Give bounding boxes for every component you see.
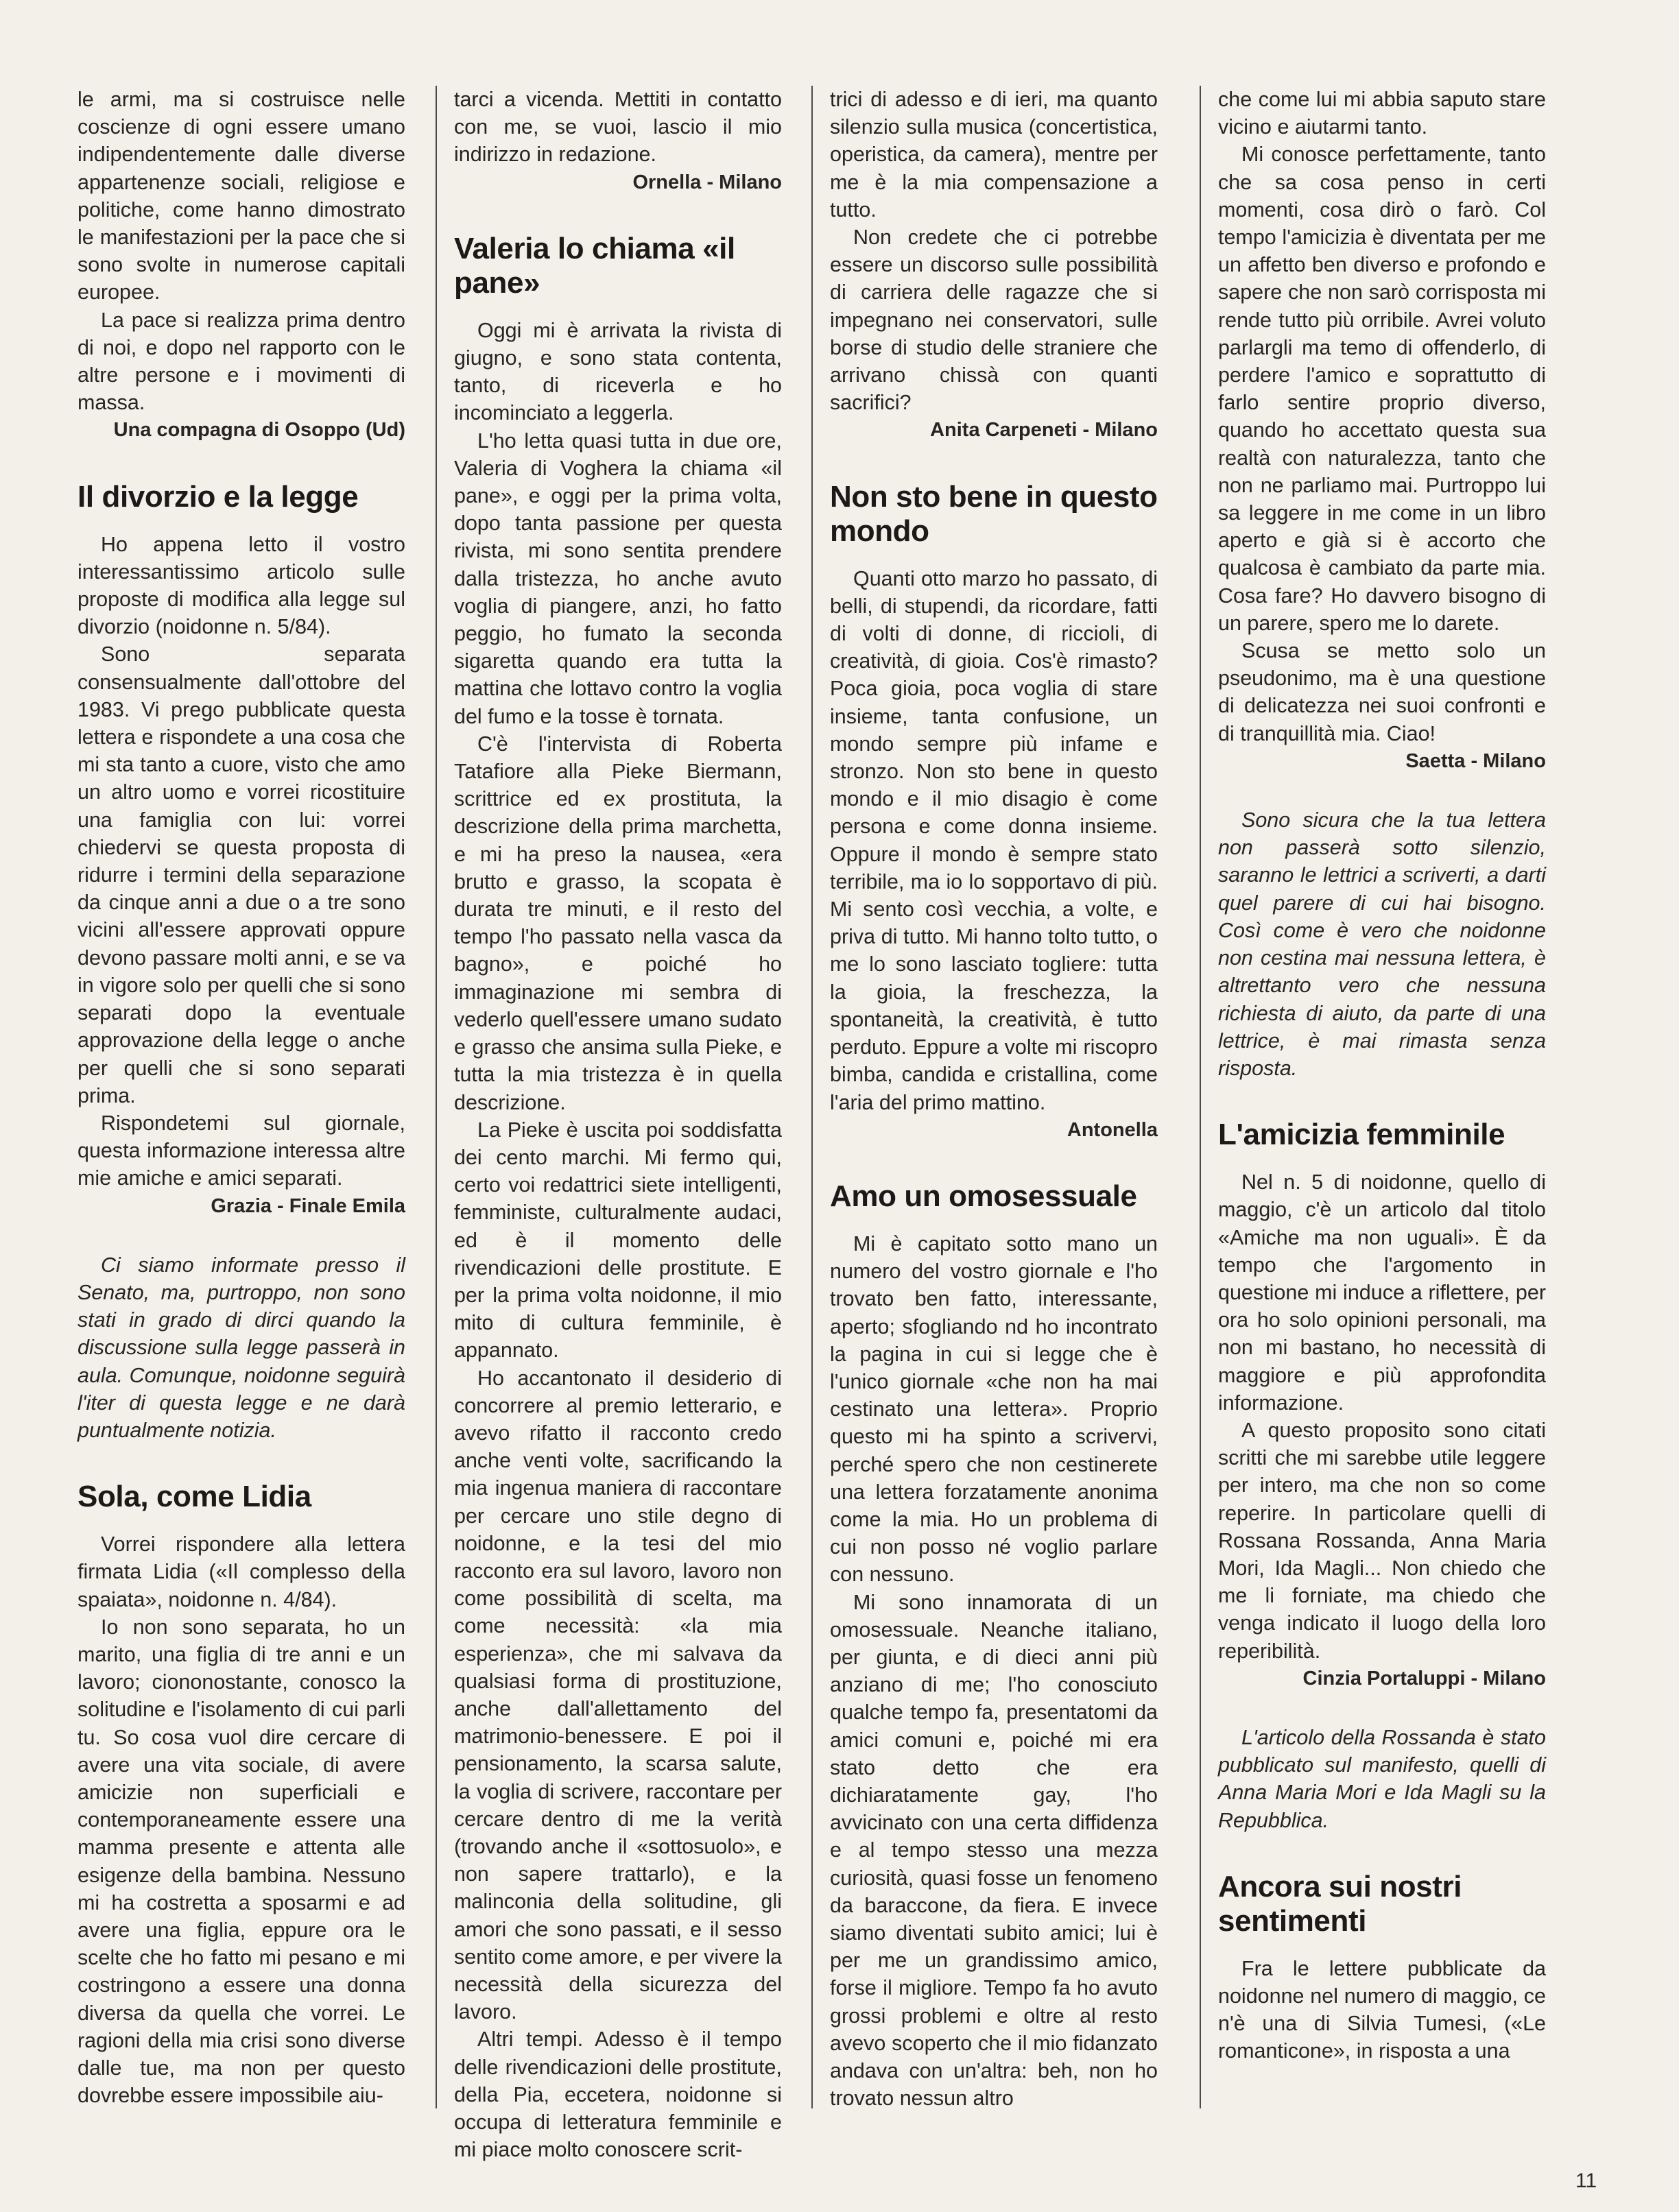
column-divider (436, 86, 437, 2108)
letter-paragraph: Altri tempi. Adesso è il tempo delle rivendicazioni delle prostitute, della Pia, eccetera, noidonne si occupa di letteratura femminile e mi piace molto conoscere scrit- (454, 2028, 782, 2162)
letter-heading: Ancora sui nostri sentimenti (1218, 1869, 1462, 1938)
letter-paragraph: Mi sono innamorata di un omosessuale. Neanche italiano, per giunta, e di dieci anni più anziano di me; l'ho conosciuto qualche tempo fa, presentatomi da amici comuni e, poiché mi era stato detto che era dichiaratamente gay, l'ho avvicinato con una certa diffidenza e al tempo stesso una mezza curiosità, quasi fosse un fenomeno da baraccone, da fiera. E invece siamo diventati subito amici; lui è per me un grandissimo amico, forse il migliore. Tempo fa ho avuto grossi problemi e oltre al resto avevo scoperto che il mio fidanzato andava con un'altra: beh, non ho trovato nessun altro (830, 1590, 1158, 2111)
letter-heading: Non sto bene in questo mondo (830, 479, 1158, 548)
letter-paragraph: Ho appena letto il vostro interessantissimo articolo sulle proposte di modifica alla legge sul divorzio (noidonne n. 5/84). (78, 532, 405, 639)
column-1 (78, 86, 405, 2108)
letter-paragraph: L'ho letta quasi tutta in due ore, Valeria di Voghera la chiama «il pane», e oggi per la prima volta, dopo tanta passione per questa rivista, mi sono sentita prendere dalla tristezza, ho anche avuto voglia di piangere, anzi, ho fatto peggio, ho fumato la seconda sigaretta quando era tutta la mattina che lottavo contro la voglia del fumo e la tosse è tornata. (454, 429, 782, 728)
letter-heading: Amo un omosessuale (830, 1179, 1137, 1213)
letter-heading: Valeria lo chiama «il pane» (454, 231, 735, 300)
letter-paragraph: trici di adesso e di ieri, ma quanto silenzio sulla musica (concertistica, operistica, da camera), mentre per me è la mia compensazione a tutto. (830, 88, 1158, 221)
editorial-reply: Sono sicura che la tua lettera non passerà sotto silenzio, saranno le lettrici a scriverti, a darti quel parere di cui hai bisogno. Così come è vero che noidonne non cestina mai nessuna lettera, è altrettanto vero che nessuna richiesta di aiuto, da parte di una lettrice, è mai rimasta senza risposta. (1218, 808, 1546, 1080)
letter-paragraph: Io non sono separata, ho un marito, una figlia di tre anni e un lavoro; ciononostante, conosco la solitudine e l'isolamento di cui parli tu. So cosa vuol dire cercare di avere una vita sociale, di avere amicizie non superficiali e contemporaneamente essere una mamma presente e attenta alle esigenze della bambina. Nessuno mi ha costretta a sposarmi e ad avere una figlia, eppure ora le scelte che ho fatto mi pesano e mi costringono a essere una donna diversa da quella che vorrei. Le ragioni della mia crisi sono diverse dalle tue, ma non per questo dovrebbe essere impossibile aiu- (78, 1615, 405, 2108)
letter-paragraph: La pace si realizza prima dentro di noi, e dopo nel rapporto con le altre persone e i movimenti di massa. (78, 308, 405, 415)
editorial-reply: L'articolo della Rossanda è stato pubblicato sul manifesto, quelli di Anna Maria Mori e Ida Magli su la Repubblica. (1218, 1725, 1546, 1832)
letter-paragraph: A questo proposito sono citati scritti che mi sarebbe utile leggere per intero, ma che non so come reperire. In particolare quelli di Rossana Rossanda, Anna Maria Mori, Ida Magli... Non chiedo che me li forniate, ma chiedo che venga indicato il luogo della loro reperibilità. (1218, 1418, 1546, 1663)
letter-paragraph: Rispondetemi sul giornale, questa informazione interessa altre mie amiche e amici separati. (78, 1111, 405, 1190)
letter-paragraph: Mi conosce perfettamente, tanto che sa cosa penso in certi momenti, cosa dirò o farò. Col tempo l'amicizia è diventata per me un affetto ben diverso e profondo e sapere che non sarò corrisposta mi rende tutto più orribile. Avrei voluto parlargli ma temo di offenderlo, di perdere l'amico e soprattutto di farlo sentire proprio diverso, quando ho accettato questa sua realtà con naturalezza, tanto che non ne parliamo mai. Purtroppo lui sa leggere in me come in un libro aperto e già si è accorto che qualcosa è cambiato da parte mia. Cosa fare? Ho davvero bisogno di un parere, spero me lo darete. (1218, 143, 1546, 635)
letter-signature: Antonella (1067, 1118, 1158, 1141)
letter-paragraph: Scusa se metto solo un pseudonimo, ma è una questione di delicatezza nei suoi confronti e di tranquillità mia. Ciao! (1218, 639, 1546, 745)
letter-paragraph: Ho accantonato il desiderio di concorrere al premio letterario, e avevo rifatto il racconto credo anche venti volte, sacrificando la mia ingenua maniera di raccontare per cercare uno stile degno di noidonne, e la tesi del mio racconto era sul lavoro, lavoro non come possibilità di scelta, ma come necessità: «la mia esperienza», che mi salvava da qualsiasi forma di prostituzione, anche dall'allettamento del matrimonio-benessere. E poi il pensionamento, la scarsa salute, la voglia di scrivere, raccontare per cercare dentro di me la verità (trovando anche il «sottosuolo», e non sapere trattarlo), e la malinconia della solitudine, gli amori che sono passati, e il sesso sentito come amore, e per vivere la necessità della sicurezza del lavoro. (454, 1366, 782, 2024)
column-divider (1200, 86, 1201, 2108)
column-4 (1218, 86, 1546, 2102)
letter-paragraph: Fra le lettere pubblicate da noidonne nel numero di maggio, ce n'è una di Silvia Tumesi, («Le romanticone», in risposta a una (1218, 1956, 1546, 2063)
letter-paragraph: le armi, ma si costruisce nelle coscienze di ogni essere umano indipendentemente dalle diverse appartenenze sociali, religiose e politiche, come hanno dimostrato le manifestazioni per la pace che si sono svolte in numerose capitali europee. (78, 88, 405, 304)
letter-paragraph: Oggi mi è arrivata la rivista di giugno, e sono stata contenta, tanto, di riceverla e ho incominciato a leggerla. (454, 318, 782, 425)
letter-paragraph: Nel n. 5 di noidonne, quello di maggio, c'è un articolo dal titolo «Amiche ma non uguali». È da tempo che l'argomento in questione mi induce a riflettere, per ora ho solo opinioni personali, ma non mi bastano, ho necessità di maggiore e più approfondita informazione. (1218, 1170, 1546, 1415)
letter-paragraph: C'è l'intervista di Roberta Tatafiore alla Pieke Biermann, scrittrice ed ex prostituta, la descrizione della prima marchetta, e mi ha preso la nausea, «era brutto e grasso, la scopata è durata tre minuti, e il resto del tempo l'ho passato nella vasca da bagno», e poiché ho immaginazione mi sembra di vederlo quell'essere umano sudato e grasso che ansima sulla Pieke, e tutta la mia tristezza è in quella descrizione. (454, 732, 782, 1114)
letter-heading: Sola, come Lidia (78, 1480, 311, 1514)
page-number: 11 (1575, 2169, 1597, 2192)
letter-paragraph: tarci a vicenda. Mettiti in contatto con me, se vuoi, lascio il mio indirizzo in redazione. (454, 88, 782, 167)
letter-paragraph: Vorrei rispondere alla lettera firmata Lidia («Il complesso della spaiata», noidonne n. 4/84). (78, 1532, 405, 1611)
letter-paragraph: Sono separata consensualmente dall'ottobre del 1983. Vi prego pubblicate questa lettera e rispondete a una cosa che mi sta tanto a cuore, visto che amo un altro uomo e vorrei ricostituire una famiglia con lui: vorrei chiedervi se questa proposta di ridurre i termini della separazione da cinque anni a due o a tre sono vicini all'essere approvati oppure devono passare molti anni, e se va in vigore solo per quelli che si sono separati dopo la eventuale approvazione della legge o anche per quelli che si sono separati prima. (78, 642, 405, 1107)
column-2 (454, 86, 782, 2162)
letter-signature: Una compagna di Osoppo (Ud) (113, 419, 405, 442)
editorial-reply: Ci siamo informate presso il Senato, ma, purtroppo, non sono stati in grado di dirci quando la discussione sulla legge passerà in aula. Comunque, noidonne seguirà l'iter di questa legge e ne darà puntualmente notizia. (78, 1253, 405, 1442)
letter-signature: Cinzia Portaluppi - Milano (1302, 1667, 1546, 1690)
letter-signature: Anita Carpeneti - Milano (930, 419, 1158, 442)
letter-paragraph: Non credete che ci potrebbe essere un discorso sulle possibilità di carriera delle ragazze che si impegnano nei conservatori, sulle borse di studio delle straniere che arrivano chissà con quanti sacrifici? (830, 226, 1158, 415)
column-3 (830, 86, 1158, 2111)
letter-paragraph: Quanti otto marzo ho passato, di belli, di stupendi, da ricordare, fatti di volti di donne, di riccioli, di creatività, di gioia. Cos'è rimasto? Poca gioia, poca voglia di stare insieme, tanta confusione, un mondo sempre più infame e stronzo. Non sto bene in questo mondo e il mio disagio è come persona e come donna insieme. Oppure il mondo è sempre stato terribile, ma io lo sopportavo di più. Mi sento così vecchia, a volte, e priva di tutto. Mi hanno tolto tutto, o me lo sono lasciato togliere: tutta la gioia, la freschezza, la spontaneità, la creatività, è tutto perduto. Eppure a volte mi riscopro bimba, candida e cristallina, come l'aria del primo mattino. (830, 566, 1158, 1114)
letter-signature: Ornella - Milano (632, 171, 782, 193)
letter-paragraph: Mi è capitato sotto mano un numero del vostro giornale e l'ho trovato ben fatto, interessante, aperto; sfogliando nd ho incontrato la pagina in cui si legge che è l'unico giornale «che non ha mai cestinato una lettera». Proprio questo mi ha spinto a scrivervi, perché spero che non cestinerete una lettera forzatamente anonima come la mia. Ho un problema di cui non posso né voglio parlare con nessuno. (830, 1231, 1158, 1587)
letter-signature: Saetta - Milano (1405, 749, 1546, 772)
letter-paragraph: che come lui mi abbia saputo stare vicino e aiutarmi tanto. (1218, 88, 1546, 139)
letter-heading: L'amicizia femminile (1218, 1118, 1505, 1152)
column-divider (811, 86, 813, 2108)
letter-signature: Grazia - Finale Emila (211, 1194, 405, 1217)
letter-paragraph: La Pieke è uscita poi soddisfatta dei cento marchi. Mi fermo qui, certo voi redattrici siete intelligenti, femministe, culturalmente audaci, ed è il momento delle rivendicazioni delle prostitute. E per la prima volta noidonne, il mio mito di cultura femminile, è appannato. (454, 1118, 782, 1362)
letter-heading: Il divorzio e la legge (78, 479, 359, 514)
